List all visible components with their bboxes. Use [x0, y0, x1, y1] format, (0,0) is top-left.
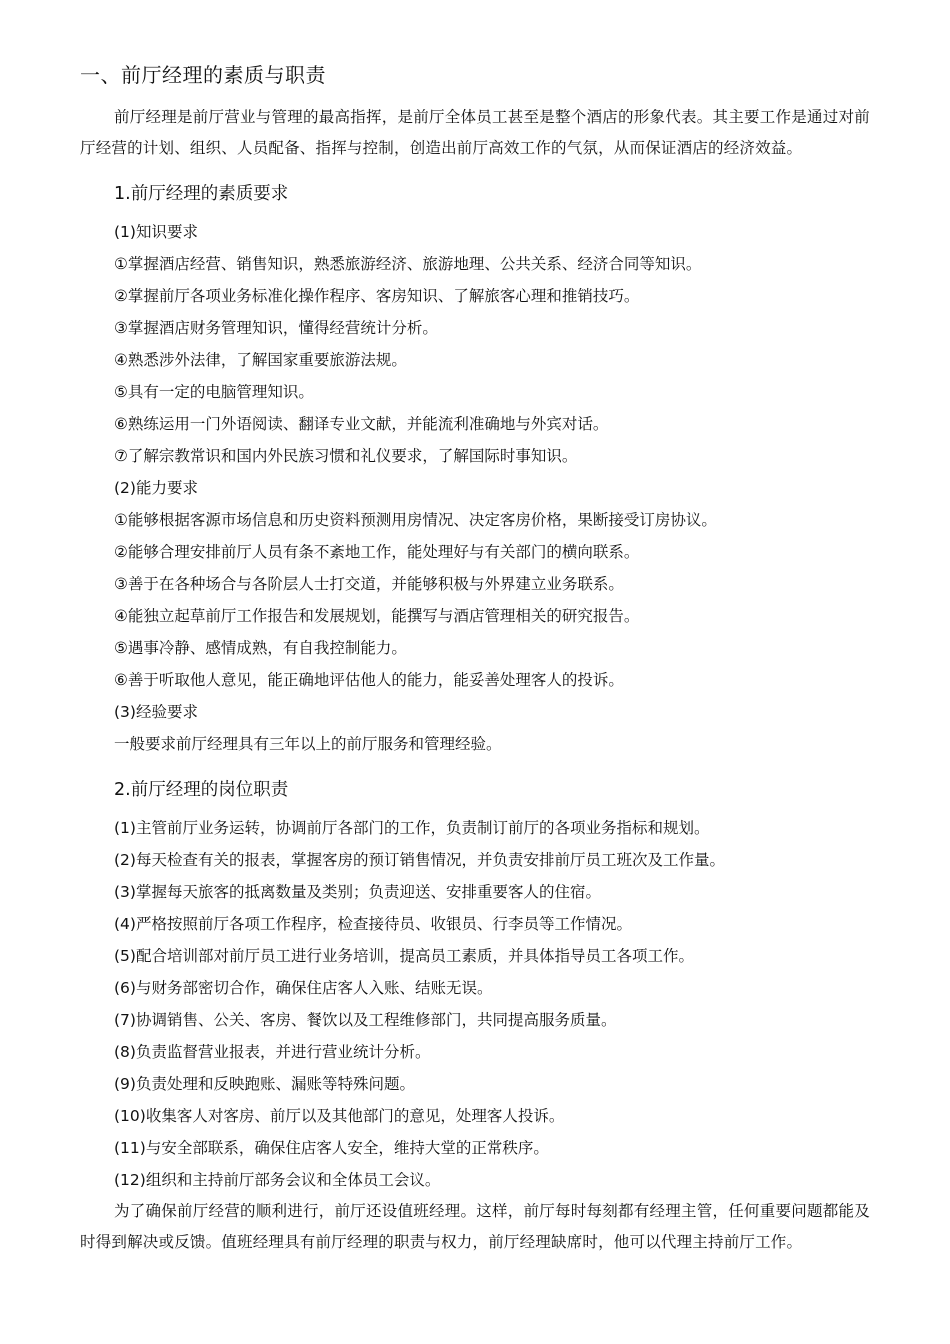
- knowledge-item: ⑥熟练运用一门外语阅读、翻译专业文献，并能流利准确地与外宾对话。: [114, 415, 609, 433]
- experience-heading: (3)经验要求: [114, 703, 198, 721]
- closing-paragraph: 为了确保前厅经营的顺利进行，前厅还设值班经理。这样，前厅每时每刻都有经理主管，任何重要问题都能及时得到解决或反馈。值班经理具有前厅经理的职责与权力，前厅经理缺席时，他可以代理主持前厅工作。: [80, 1202, 870, 1251]
- ability-item: ①能够根据客源市场信息和历史资料预测用房情况、决定客房价格，果断接受订房协议。: [114, 511, 717, 529]
- duty-item: (6)与财务部密切合作，确保住店客人入账、结账无误。: [114, 979, 493, 997]
- knowledge-item: ⑦了解宗教常识和国内外民族习惯和礼仪要求，了解国际时事知识。: [114, 447, 578, 465]
- duty-item: (3)掌握每天旅客的抵离数量及类别；负责迎送、安排重要客人的住宿。: [114, 883, 601, 901]
- knowledge-item: ③掌握酒店财务管理知识，懂得经营统计分析。: [114, 319, 438, 337]
- ability-item: ⑥善于听取他人意见，能正确地评估他人的能力，能妥善处理客人的投诉。: [114, 671, 624, 689]
- ability-item: ②能够合理安排前厅人员有条不紊地工作，能处理好与有关部门的横向联系。: [114, 543, 640, 561]
- knowledge-item: ②掌握前厅各项业务标准化操作程序、客房知识、了解旅客心理和推销技巧。: [114, 287, 640, 305]
- ability-item: ③善于在各种场合与各阶层人士打交道，并能够积极与外界建立业务联系。: [114, 575, 624, 593]
- document-page: [80, 58, 870, 1258]
- duty-item: (12)组织和主持前厅部务会议和全体员工会议。: [114, 1171, 441, 1189]
- knowledge-item: ⑤具有一定的电脑管理知识。: [114, 383, 314, 401]
- quality-title: 1.前厅经理的素质要求: [114, 184, 289, 204]
- duty-item: (10)收集客人对客房、前厅以及其他部门的意见，处理客人投诉。: [114, 1107, 565, 1125]
- duty-item: (4)严格按照前厅各项工作程序，检查接待员、收银员、行李员等工作情况。: [114, 915, 632, 933]
- duty-item: (5)配合培训部对前厅员工进行业务培训，提高员工素质，并具体指导员工各项工作。: [114, 947, 694, 965]
- duty-item: (2)每天检查有关的报表，掌握客房的预订销售情况，并负责安排前厅员工班次及工作量。: [114, 851, 725, 869]
- duty-item: (11)与安全部联系，确保住店客人安全，维持大堂的正常秩序。: [114, 1139, 549, 1157]
- knowledge-item: ①掌握酒店经营、销售知识，熟悉旅游经济、旅游地理、公共关系、经济合同等知识。: [114, 255, 702, 273]
- section-title: 一、前厅经理的素质与职责: [80, 63, 326, 87]
- experience-text: 一般要求前厅经理具有三年以上的前厅服务和管理经验。: [114, 735, 502, 753]
- duties-title: 2.前厅经理的岗位职责: [114, 780, 289, 800]
- duty-item: (9)负责处理和反映跑账、漏账等特殊问题。: [114, 1075, 415, 1093]
- ability-item: ④能独立起草前厅工作报告和发展规划，能撰写与酒店管理相关的研究报告。: [114, 607, 640, 625]
- knowledge-item: ④熟悉涉外法律，了解国家重要旅游法规。: [114, 351, 407, 369]
- duty-item: (1)主管前厅业务运转，协调前厅各部门的工作，负责制订前厅的各项业务指标和规划。: [114, 819, 710, 837]
- ability-heading: (2)能力要求: [114, 479, 198, 497]
- duty-item: (8)负责监督营业报表，并进行营业统计分析。: [114, 1043, 431, 1061]
- duty-item: (7)协调销售、公关、客房、餐饮以及工程维修部门，共同提高服务质量。: [114, 1011, 617, 1029]
- knowledge-heading: (1)知识要求: [114, 223, 198, 241]
- intro-paragraph: 前厅经理是前厅营业与管理的最高指挥，是前厅全体员工甚至是整个酒店的形象代表。其主要工作是通过对前厅经营的计划、组织、人员配备、指挥与控制，创造出前厅高效工作的气氛，从而保证酒店的经济效益。: [80, 108, 870, 157]
- ability-item: ⑤遇事冷静、感情成熟，有自我控制能力。: [114, 639, 407, 657]
